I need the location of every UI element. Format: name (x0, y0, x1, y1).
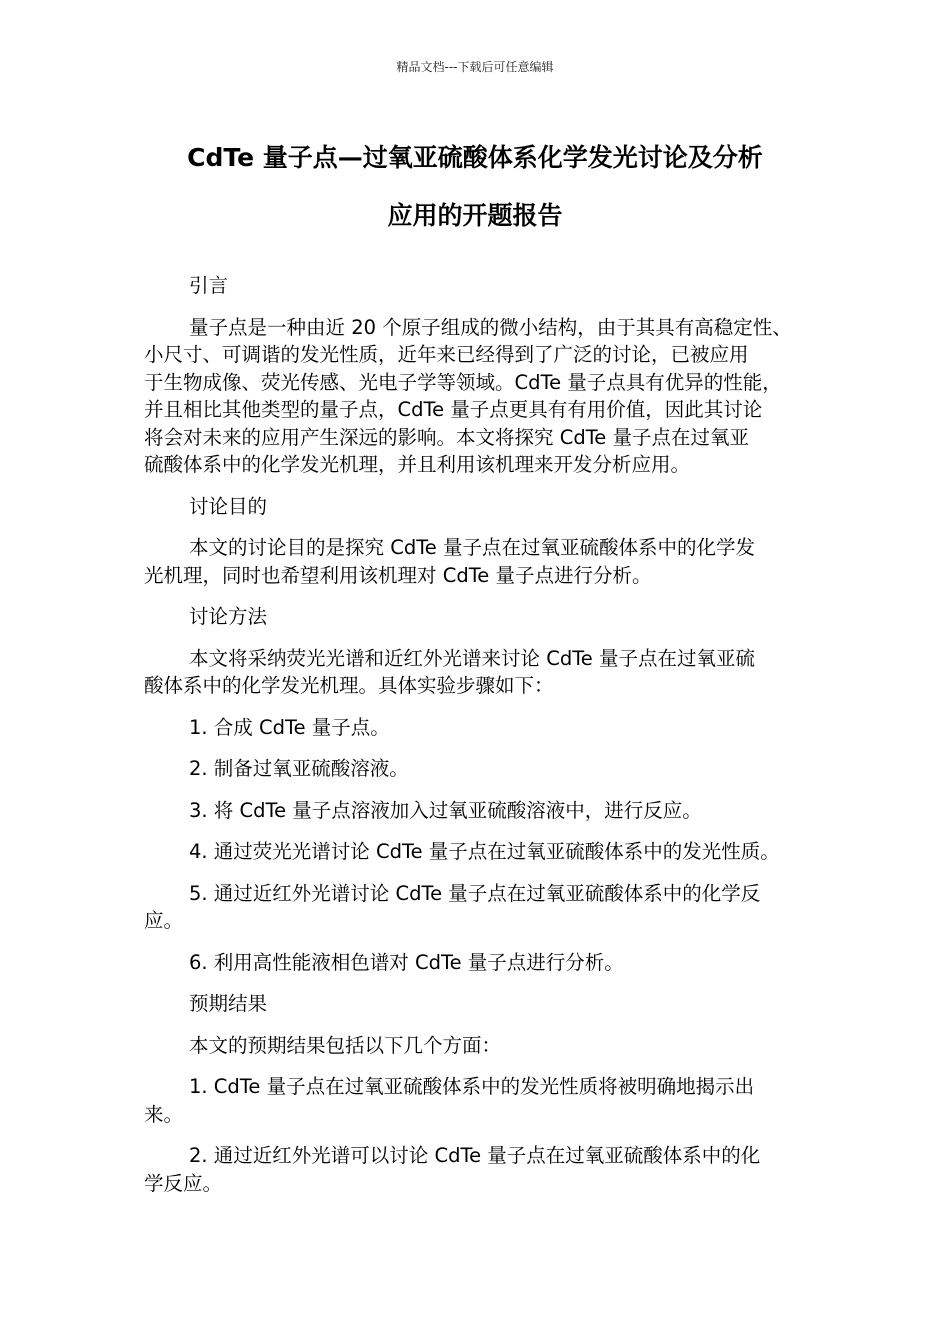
paragraph-line: 1. 合成 CdTe 量子点。 (189, 715, 390, 739)
paragraph-line: 讨论目的 (189, 494, 268, 518)
paragraph-line: 3. 将 CdTe 量子点溶液加入过氧亚硫酸溶液中，进行反应。 (189, 798, 702, 822)
paragraph-step-4 (144, 838, 816, 866)
paragraph-step-6 (144, 949, 816, 977)
document-title-line-1: CdTe 量子点—过氧亚硫酸体系化学发光讨论及分析 (187, 143, 763, 172)
paragraph-line: 并且相比其他类型的量子点，CdTe 量子点更具有有用价值，因此其讨论 (144, 398, 763, 421)
paragraph-method-heading (144, 603, 816, 631)
paragraph-line: 量子点是一种由近 20 个原子组成的微小结构，由于其具有高稳定性、 (189, 315, 792, 339)
document-title-line-2: 应用的开题报告 (387, 201, 563, 230)
document-body (144, 272, 816, 1211)
paragraph-line: 硫酸体系中的化学发光机理，并且利用该机理来开发分析应用。 (144, 453, 691, 476)
paragraph-step-5 (144, 880, 816, 935)
paragraph-step-2 (144, 755, 816, 783)
paragraph-results-heading (144, 990, 816, 1018)
paragraph-line: 本文将采纳荧光光谱和近红外光谱来讨论 CdTe 量子点在过氧亚硫 (189, 646, 755, 670)
paragraph-purpose-body (144, 534, 816, 589)
paragraph-line: 2. 通过近红外光谱可以讨论 CdTe 量子点在过氧亚硫酸体系中的化 (189, 1144, 761, 1167)
paragraph-line: 来。 (144, 1102, 184, 1126)
paragraph-line: 酸体系中的化学发光机理。具体实验步骤如下： (144, 674, 554, 697)
paragraph-line: 1. CdTe 量子点在过氧亚硫酸体系中的发光性质将被明确地揭示出 (189, 1075, 755, 1098)
paragraph-purpose-heading (144, 493, 816, 521)
paragraph-line: 引言 (189, 274, 229, 297)
paragraph-line: 光机理，同时也希望利用该机理对 CdTe 量子点进行分析。 (144, 563, 652, 587)
paragraph-line: 4. 通过荧光光谱讨论 CdTe 量子点在过氧亚硫酸体系中的发光性质。 (189, 840, 780, 863)
paragraph-line: 5. 通过近红外光谱讨论 CdTe 量子点在过氧亚硫酸体系中的化学反 (189, 881, 761, 905)
paragraph-intro-body (144, 314, 816, 479)
paragraph-line: 预期结果 (189, 992, 268, 1015)
paragraph-line: 本文的讨论目的是探究 CdTe 量子点在过氧亚硫酸体系中的化学发 (189, 536, 755, 559)
paragraph-step-1 (144, 714, 816, 742)
paragraph-line: 学反应。 (144, 1171, 223, 1195)
paragraph-intro-heading (144, 272, 816, 300)
paragraph-line: 将会对未来的应用产生深远的影响。本文将探究 CdTe 量子点在过氧亚 (144, 425, 749, 449)
paragraph-line: 6. 利用高性能液相色谱对 CdTe 量子点进行分析。 (189, 950, 624, 974)
paragraph-method-body (144, 645, 816, 700)
paragraph-line: 应。 (144, 909, 184, 932)
paragraph-result-2 (144, 1142, 816, 1197)
paragraph-line: 小尺寸、可调谐的发光性质，近年来已经得到了广泛的讨论，已被应用 (144, 343, 749, 366)
paragraph-line: 本文的预期结果包括以下几个方面： (189, 1033, 502, 1057)
paragraph-results-intro (144, 1032, 816, 1060)
paragraph-step-3 (144, 797, 816, 825)
paragraph-line: 2. 制备过氧亚硫酸溶液。 (189, 757, 409, 780)
paragraph-line: 于生物成像、荧光传感、光电子学等领域。CdTe 量子点具有优异的性能， (144, 370, 782, 394)
paragraph-result-1 (144, 1073, 816, 1128)
paragraph-line: 讨论方法 (189, 605, 268, 628)
header-note: 精品文档---下载后可任意编辑 (396, 60, 554, 74)
